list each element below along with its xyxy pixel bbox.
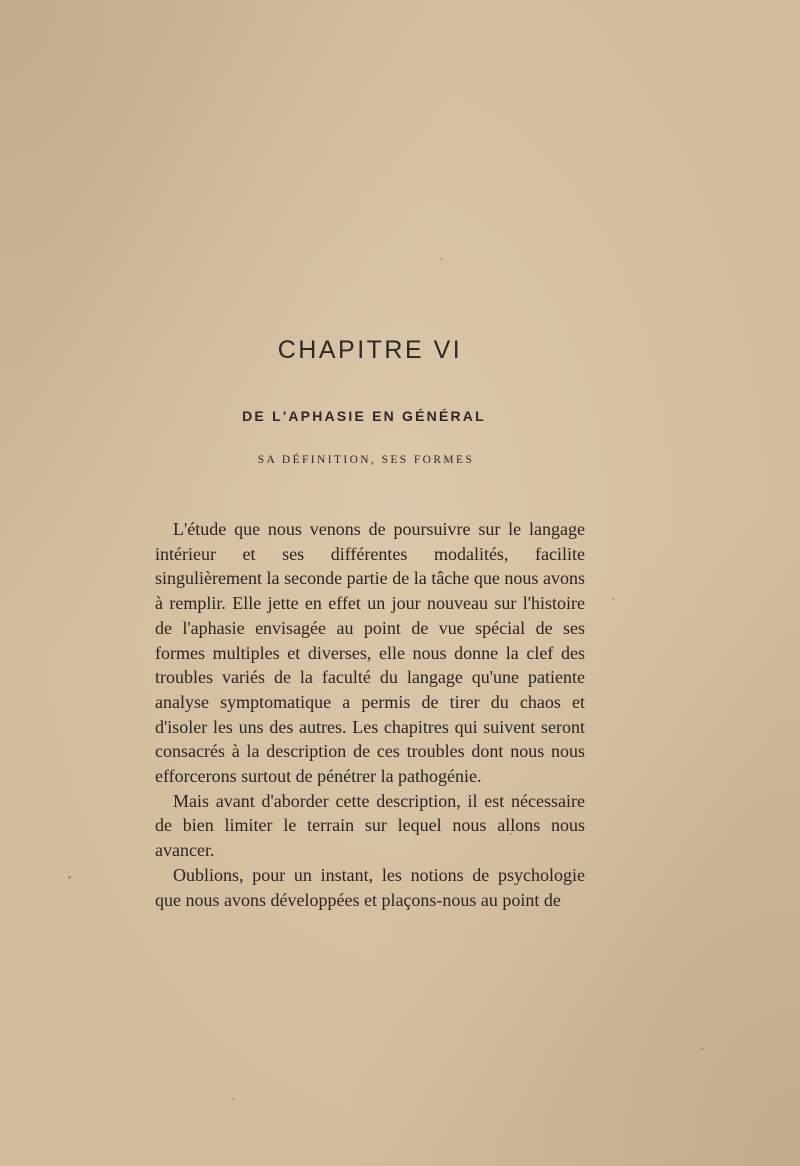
paragraph: Mais avant d'aborder cette description, il est nécessaire de bien limiter le terrain sur lequel nous allons nous avancer. (155, 790, 585, 861)
body-text (155, 517, 585, 912)
paragraph: Oublions, pour un instant, les notions de psychologie que nous avons développées et plaçons-nous au point de (155, 864, 585, 910)
section-heading: DE L'APHASIE EN GÉNÉRAL (242, 408, 486, 424)
chapter-title: CHAPITRE VI (277, 336, 463, 364)
paragraph: L'étude que nous venons de poursuivre sur le langage intérieur et ses différentes modalités, facilite singulièrement la seconde partie de la tâche que nous avons à remplir. Elle jette en effet un jour nouveau sur l'histoire de l'aphasie envisagée au point de vue spécial de ses formes multiples et diverses, elle nous donne la clef des troubles variés de la faculté du langage qu'une patiente analyse symptomatique a permis de tirer du chaos et d'isoler les uns des autres. Les chapitres qui suivent seront consacrés à la description de ces troubles dont nous nous efforcerons surtout de pénétrer la pathogénie. (155, 519, 585, 787)
section-subheading: SA DÉFINITION, SES FORMES (257, 454, 475, 466)
